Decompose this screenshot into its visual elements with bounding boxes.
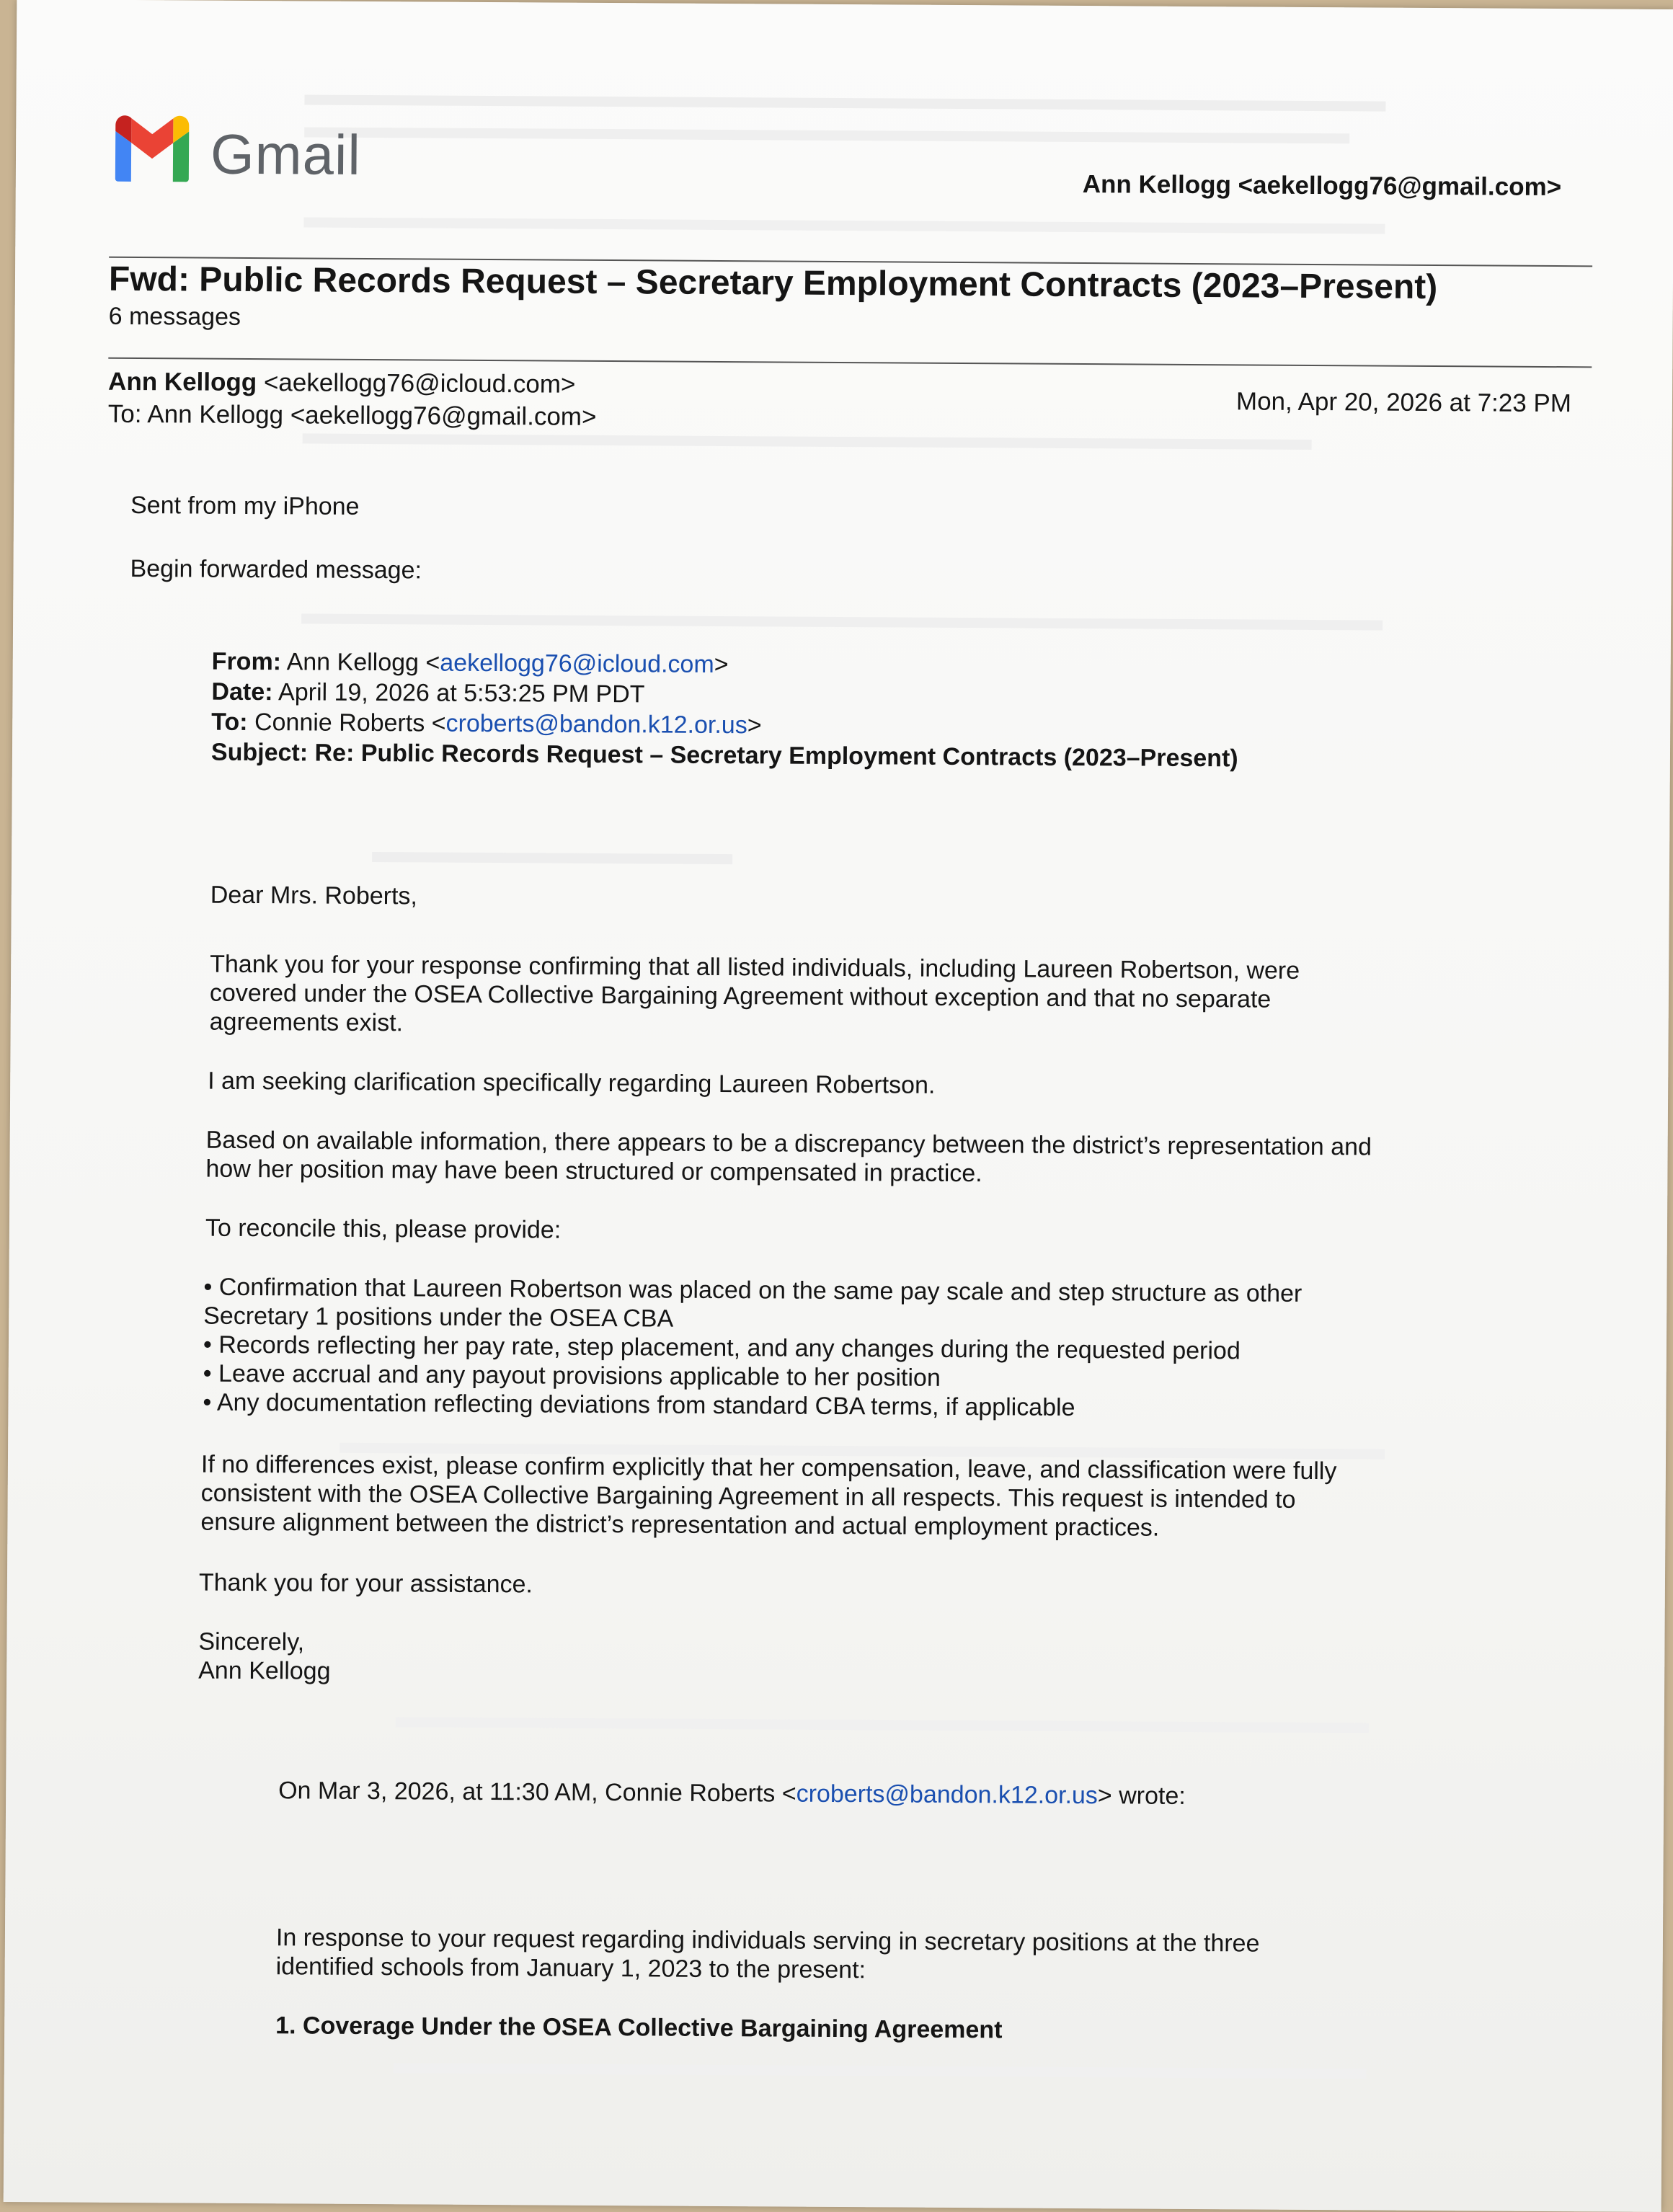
sender-line bbox=[108, 368, 576, 399]
bullet-item: • Confirmation that Laureen Robertson was placed on the same pay scale and step structure as other bbox=[203, 1273, 1303, 1307]
greeting: Dear Mrs. Roberts, bbox=[210, 881, 418, 910]
account-email: Ann Kellogg <aekellogg76@gmail.com> bbox=[1082, 170, 1562, 202]
fwd-subject: Subject: Re: Public Records Request – Secretary Employment Contracts (2023–Present) bbox=[210, 738, 1238, 773]
begin-forwarded: Begin forwarded message: bbox=[130, 554, 422, 585]
sender-name: Ann Kellogg bbox=[107, 367, 257, 397]
closing: Sincerely, bbox=[198, 1627, 305, 1656]
signature: Ann Kellogg bbox=[198, 1656, 331, 1685]
message-date: Mon, Apr 20, 2026 at 7:23 PM bbox=[1235, 387, 1572, 418]
fwd-from-email-link[interactable]: aekellogg76@icloud.com bbox=[440, 649, 714, 678]
fwd-date: Date: April 19, 2026 at 5:53:25 PM PDT bbox=[211, 678, 645, 709]
paragraph-line: agreements exist. bbox=[209, 1008, 404, 1037]
gmail-wordmark: Gmail bbox=[210, 122, 362, 187]
paragraph-line: Based on available information, there appears to be a discrepancy between the district’s representation and bbox=[205, 1126, 1372, 1161]
quoted-line: identified schools from January 1, 2023 to the present: bbox=[275, 1953, 866, 1984]
recipient-line: To: Ann Kellogg <aekellogg76@gmail.com> bbox=[107, 399, 597, 431]
bleed-through bbox=[17, 0, 1673, 9]
paragraph-line: covered under the OSEA Collective Bargaining Agreement without exception and that no separate bbox=[209, 979, 1272, 1013]
thread-subject: Fwd: Public Records Request – Secretary Employment Contracts (2023–Present) bbox=[108, 259, 1438, 307]
gmail-m-icon bbox=[110, 115, 195, 182]
sent-from: Sent from my iPhone bbox=[130, 491, 360, 520]
fwd-to: To: Connie Roberts <croberts@bandon.k12.or.us> bbox=[211, 708, 762, 739]
quoted-intro: On Mar 3, 2026, at 11:30 AM, Connie Roberts <croberts@bandon.k12.or.us> wrote: bbox=[278, 1777, 1186, 1810]
bullet-item-cont: Secretary 1 positions under the OSEA CBA bbox=[203, 1302, 674, 1333]
fwd-from: From: Ann Kellogg <aekellogg76@icloud.com> bbox=[211, 647, 729, 679]
fwd-to-email-link[interactable]: croberts@bandon.k12.or.us bbox=[445, 709, 747, 739]
bullet-item: • Records reflecting her pay rate, step placement, and any changes during the requested period bbox=[203, 1331, 1241, 1365]
quoted-line: In response to your request regarding individuals serving in secretary positions at the three bbox=[275, 1924, 1260, 1958]
paragraph-line: If no differences exist, please confirm explicitly that her compensation, leave, and classification were fully bbox=[200, 1450, 1337, 1485]
paragraph-line: how her position may have been structured or compensated in practice. bbox=[205, 1155, 982, 1188]
quoted-email-link[interactable]: croberts@bandon.k12.or.us bbox=[796, 1780, 1098, 1810]
paragraph: I am seeking clarification specifically regarding Laureen Robertson. bbox=[208, 1067, 936, 1099]
paragraph-line: consistent with the OSEA Collective Bargaining Agreement in all respects. This request is intended to bbox=[200, 1479, 1296, 1514]
paragraph-line: ensure alignment between the district’s representation and actual employment practices. bbox=[200, 1508, 1160, 1542]
printed-page bbox=[4, 0, 1673, 2212]
gmail-logo bbox=[110, 115, 195, 186]
sender-email: <aekellogg76@icloud.com> bbox=[263, 368, 576, 399]
divider bbox=[108, 357, 1592, 368]
bullet-item: • Any documentation reflecting deviations from standard CBA terms, if applicable bbox=[203, 1388, 1075, 1422]
paragraph: To reconcile this, please provide: bbox=[205, 1214, 562, 1244]
paragraph-line: Thank you for your response confirming that all listed individuals, including Laureen Robertson, were bbox=[210, 950, 1300, 985]
message-count: 6 messages bbox=[108, 302, 241, 331]
thanks: Thank you for your assistance. bbox=[198, 1568, 533, 1599]
section-heading: 1. Coverage Under the OSEA Collective Bargaining Agreement bbox=[275, 2012, 1003, 2044]
bullet-item: • Leave accrual and any payout provisions applicable to her position bbox=[203, 1359, 941, 1392]
